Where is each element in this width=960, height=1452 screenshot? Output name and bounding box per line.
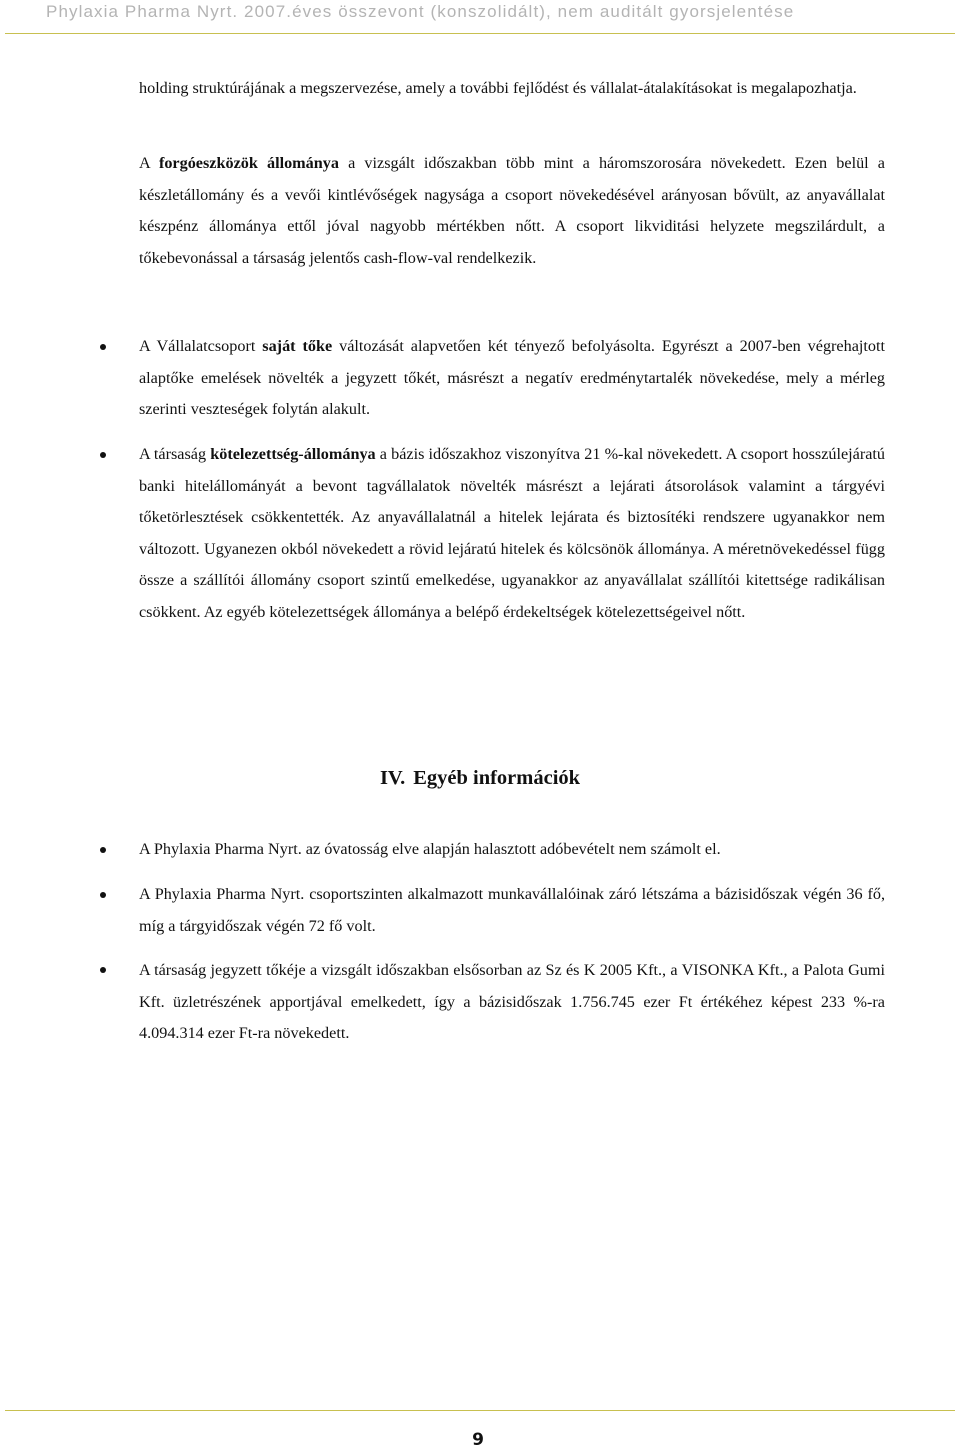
section-heading xyxy=(0,763,960,793)
page-number: 9 xyxy=(472,1430,484,1450)
bullet-icon xyxy=(100,892,106,898)
bullet-text: A Vállalatcsoport xyxy=(139,337,263,355)
bullet-icon xyxy=(100,847,106,853)
info-bullet-headcount: A Phylaxia Pharma Nyrt. csoportszinten alkalmazott munkavállalóinak záró létszáma a bázisidőszak végén 36 fő, míg a tárgyidőszak végén 72 fő volt. xyxy=(139,885,885,935)
info-bullet-tax: A Phylaxia Pharma Nyrt. az óvatosság elve alapján halasztott adóbevételt nem számolt el. xyxy=(139,840,721,858)
bullet-icon xyxy=(100,344,106,350)
bullet-equity xyxy=(139,331,885,426)
bullet-icon xyxy=(100,452,106,458)
emphasis-liabilities: kötelezettség-állománya xyxy=(210,445,376,463)
footer-rule xyxy=(5,1410,955,1411)
section-number: IV. xyxy=(379,767,406,789)
section-title: Egyéb információk xyxy=(413,767,581,789)
bullet-liabilities xyxy=(139,439,885,628)
paragraph-current-assets xyxy=(139,148,885,274)
bullet-text: változását alapvetően két tényező befolyásolta. Egyrészt a 2007-ben végrehajtott alaptőke emelések növelték a jegyzett tőkét, másrészt a negatív eredménytartalék növekedése, mely a mérleg szerinti veszteségek folytán alakult. xyxy=(139,337,885,418)
bullet-text: a bázis időszakhoz viszonyítva 21 %-kal növekedett. A csoport hosszúlejáratú banki hitelállományát a bevont tagvállalatok növelték másrészt a lejárati átsorolások valamint a tárgyévi tőketörlesztések csökkentették. Az anyavállalatnál a hitelek lejárata és biztosítéki rendszere ugyanakkor nem változott. Ugyanezen okból növekedett a rövid lejáratú hitelek és kölcsönök állománya. A méretnövekedéssel függ össze a szállítói állomány csoport szintű emelkedése, ugyanakkor az anyavállalat szállítói kitettsége radikálisan csökkent. Az egyéb kötelezettségek állománya a belépő érdekeltségek kötelezettségeivel nőtt. xyxy=(139,445,885,621)
header-rule xyxy=(5,33,955,34)
info-bullet-capital: A társaság jegyzett tőkéje a vizsgált időszakban elsősorban az Sz és K 2005 Kft., a VISONKA Kft., a Palota Gumi Kft. üzletrészének apportjával emelkedett, így a bázisidőszak 1.756.745 ezer Ft értékéhez képest 233 %-ra 4.094.314 ezer Ft-ra növekedett. xyxy=(139,961,885,1042)
paragraph-text: a vizsgált időszakban több mint a háromszorosára növekedett. Ezen belül a készletállomány és a vevői kintlévőségek nagysága a csoport növekedésével arányosan bővült, az anyavállalat készpénz állománya ettől jóval nagyobb mértékben nőtt. A csoport likviditási helyzete megszilárdult, a tőkebevonással a társaság jelentős cash-flow-val rendelkezik. xyxy=(139,154,885,267)
bullet-icon xyxy=(100,967,106,973)
running-header: Phylaxia Pharma Nyrt. 2007.éves összevont (konszolidált), nem auditált gyorsjelentése xyxy=(46,2,795,21)
emphasis-current-assets: forgóeszközök állománya xyxy=(158,154,339,172)
emphasis-equity: saját tőke xyxy=(262,337,333,355)
paragraph-holding: holding struktúrájának a megszervezése, amely a további fejlődést és vállalat-átalakításokat is megalapozhatja. xyxy=(139,79,857,97)
paragraph-text: A xyxy=(139,154,159,172)
bullet-text: A társaság xyxy=(139,445,211,463)
